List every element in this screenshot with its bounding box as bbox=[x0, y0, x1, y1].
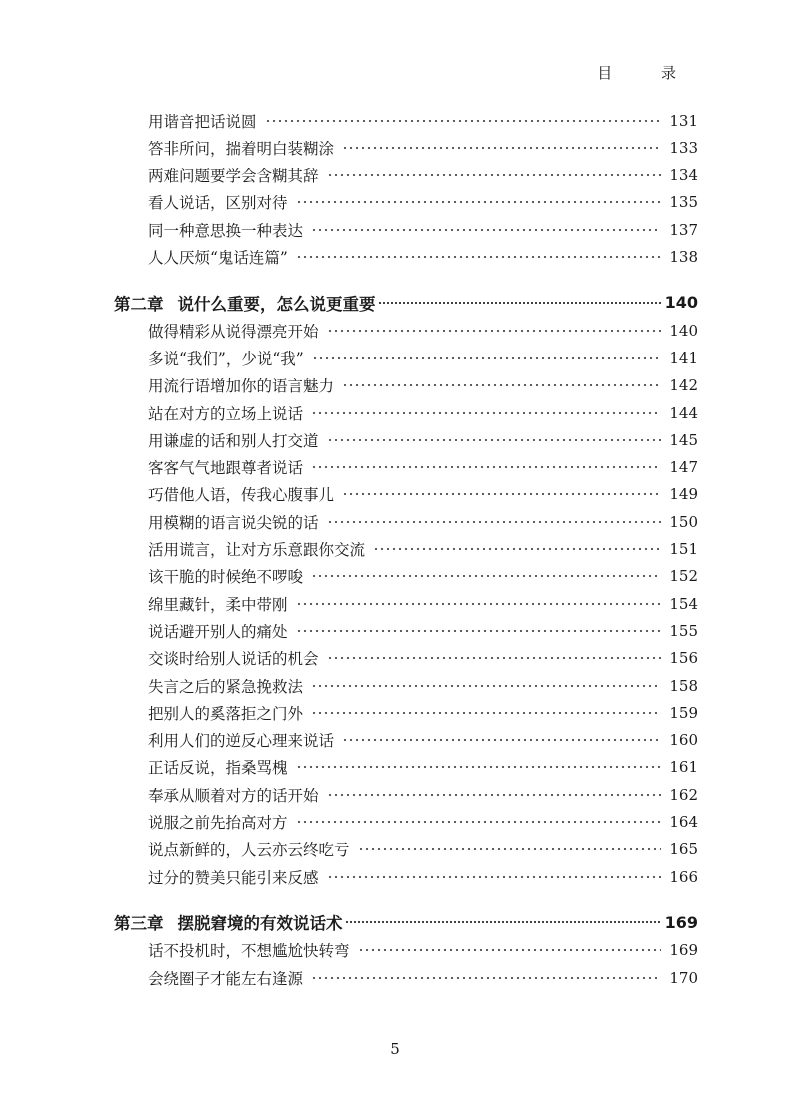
toc-entry-title: 同一种意思换一种表达 bbox=[148, 221, 304, 240]
toc-entry bbox=[148, 454, 698, 481]
toc-entry-page-number: 162 bbox=[669, 785, 698, 804]
toc-entry-page-number: 158 bbox=[669, 676, 698, 695]
toc-entry bbox=[148, 372, 698, 399]
dot-leader bbox=[342, 143, 661, 153]
toc-entry-page-number: 147 bbox=[669, 458, 698, 477]
toc-entry-title: 正话反说，指桑骂槐 bbox=[148, 759, 288, 778]
dot-leader bbox=[296, 252, 662, 262]
chapter-page-number: 140 bbox=[664, 293, 698, 313]
chapter-page-number: 169 bbox=[664, 912, 698, 932]
page-header-title: 目 录 bbox=[597, 64, 698, 82]
dot-leader bbox=[327, 653, 662, 663]
dot-leader bbox=[327, 435, 662, 445]
dot-leader bbox=[342, 489, 661, 499]
toc-entry-title: 用谦虚的话和别人打交道 bbox=[148, 431, 319, 450]
toc-entry bbox=[148, 216, 698, 243]
dot-leader bbox=[342, 380, 661, 390]
toc-entry-page-number: 151 bbox=[669, 540, 698, 558]
dot-leader bbox=[311, 225, 661, 235]
dot-leader bbox=[296, 762, 662, 772]
toc-entry-title: 客客气气地跟尊者说话 bbox=[148, 459, 304, 478]
chapter-title: 说什么重要，怎么说更重要 bbox=[177, 294, 376, 314]
toc-entry-title: 说话避开别人的痛处 bbox=[148, 622, 288, 641]
chapter-number: 第三章 bbox=[114, 914, 164, 934]
toc-entry bbox=[148, 344, 698, 371]
toc-entry-title: 过分的赞美只能引来反感 bbox=[148, 868, 319, 887]
toc-entry-page-number: 135 bbox=[669, 193, 698, 212]
toc-entry-title: 交谈时给别人说话的机会 bbox=[148, 650, 319, 669]
toc-entry-page-number: 142 bbox=[669, 376, 698, 395]
toc-entry-title: 活用谎言，让对方乐意跟你交流 bbox=[148, 541, 366, 559]
dot-leader bbox=[345, 917, 661, 927]
toc-entry-title: 人人厌烦“鬼话连篇” bbox=[148, 249, 288, 267]
toc-entry-title: 看人说话，区别对待 bbox=[148, 194, 288, 213]
toc-entry-page-number: 138 bbox=[669, 248, 698, 266]
toc-entry-page-number: 154 bbox=[669, 594, 698, 613]
toc-entry-page-number: 141 bbox=[669, 348, 698, 367]
toc-entry bbox=[148, 672, 698, 699]
toc-entry-title: 失言之后的紧急挽救法 bbox=[148, 677, 304, 696]
toc-entry-page-number: 140 bbox=[669, 321, 698, 340]
toc-entry-page-number: 134 bbox=[669, 166, 698, 185]
toc-entry-title: 巧借他人语，传我心腹事儿 bbox=[148, 486, 335, 505]
toc-entry-title: 用模糊的语言说尖锐的话 bbox=[148, 513, 319, 532]
toc-entry-page-number: 156 bbox=[669, 649, 698, 668]
toc-entry-page-number: 170 bbox=[669, 968, 698, 987]
dot-leader bbox=[312, 353, 662, 363]
toc-entry bbox=[148, 134, 698, 161]
toc-entry-title: 用流行语增加你的语言魅力 bbox=[148, 377, 335, 396]
toc-entry bbox=[148, 590, 698, 617]
dot-leader bbox=[327, 790, 662, 800]
toc-entry bbox=[148, 107, 698, 134]
toc-entry-title: 说点新鲜的，人云亦云终吃亏 bbox=[148, 841, 350, 860]
toc-entry-page-number: 145 bbox=[669, 430, 698, 449]
toc-entry-title: 做得精彩从说得漂亮开始 bbox=[148, 322, 319, 341]
toc-entry bbox=[148, 536, 698, 563]
dot-leader bbox=[311, 681, 661, 691]
toc-entry-title: 话不投机时，不想尴尬快转弯 bbox=[148, 942, 350, 961]
toc-entry-page-number: 169 bbox=[669, 941, 698, 960]
toc-entry bbox=[148, 508, 698, 535]
dot-leader bbox=[296, 817, 662, 827]
toc-entry bbox=[148, 836, 698, 863]
dot-leader bbox=[265, 116, 662, 126]
toc-entry-page-number: 164 bbox=[669, 813, 698, 831]
toc-entry-title: 答非所问，揣着明白装糊涂 bbox=[148, 139, 335, 158]
dot-leader bbox=[311, 973, 661, 983]
toc-entry bbox=[148, 317, 698, 344]
toc-entry bbox=[148, 399, 698, 426]
dot-leader bbox=[327, 517, 662, 527]
toc-entry bbox=[148, 563, 698, 590]
chapter-number: 第二章 bbox=[114, 294, 164, 314]
toc-entry-title: 把别人的奚落拒之门外 bbox=[148, 704, 304, 723]
toc-entry-title: 说服之前先抬高对方 bbox=[148, 814, 288, 832]
toc-entry-title: 会绕圈子才能左右逢源 bbox=[148, 969, 304, 988]
toc-entry-title: 该干脆的时候绝不啰唆 bbox=[148, 568, 304, 587]
dot-leader bbox=[311, 571, 661, 581]
toc-entry-page-number: 152 bbox=[669, 567, 698, 586]
toc-entry bbox=[148, 162, 698, 189]
toc-entry bbox=[148, 863, 698, 890]
dot-leader bbox=[296, 599, 662, 609]
toc-entry bbox=[148, 189, 698, 216]
dot-leader bbox=[311, 408, 661, 418]
toc-entry-title: 绵里藏针，柔中带刚 bbox=[148, 595, 288, 614]
toc-entry bbox=[148, 426, 698, 453]
dot-leader bbox=[296, 626, 662, 636]
page-number: 5 bbox=[390, 1040, 400, 1058]
toc-entry-page-number: 149 bbox=[669, 485, 698, 504]
dot-leader bbox=[358, 844, 662, 854]
toc-entry-title: 多说“我们”，少说“我” bbox=[148, 349, 304, 368]
dot-leader bbox=[327, 326, 662, 336]
toc-entry-title: 两难问题要学会含糊其辞 bbox=[148, 167, 319, 186]
chapter-title: 摆脱窘境的有效说话术 bbox=[177, 914, 343, 934]
toc-entry bbox=[148, 809, 698, 836]
toc-entry-title: 用谐音把话说圆 bbox=[148, 112, 257, 131]
toc-entry-page-number: 166 bbox=[669, 867, 698, 886]
toc-entry-page-number: 161 bbox=[669, 758, 698, 777]
toc-entry-page-number: 133 bbox=[669, 138, 698, 157]
toc-entry-page-number: 165 bbox=[669, 840, 698, 859]
dot-leader bbox=[327, 170, 662, 180]
toc-entry bbox=[148, 645, 698, 672]
toc-entry-page-number: 137 bbox=[669, 220, 698, 239]
toc-entry bbox=[148, 964, 698, 991]
toc-entry bbox=[148, 937, 698, 964]
dot-leader bbox=[311, 708, 661, 718]
toc-entry-page-number: 160 bbox=[669, 731, 698, 750]
dot-leader bbox=[358, 945, 662, 955]
dot-leader bbox=[311, 462, 661, 472]
toc-entry bbox=[148, 481, 698, 508]
dot-leader bbox=[342, 735, 661, 745]
toc-entry-page-number: 150 bbox=[669, 512, 698, 531]
toc-entry-page-number: 144 bbox=[669, 403, 698, 422]
dot-leader bbox=[373, 544, 661, 554]
toc-entry-page-number: 155 bbox=[669, 621, 698, 640]
dot-leader bbox=[327, 872, 662, 882]
toc-entry-title: 站在对方的立场上说话 bbox=[148, 404, 304, 423]
toc-entry bbox=[148, 754, 698, 781]
toc-entry-title: 奉承从顺着对方的话开始 bbox=[148, 786, 319, 805]
toc-entry-page-number: 159 bbox=[669, 703, 698, 722]
toc-chapter-heading bbox=[114, 908, 698, 936]
toc-entry bbox=[148, 617, 698, 644]
toc-entry-page-number: 131 bbox=[669, 111, 698, 130]
toc-chapter-heading bbox=[114, 289, 698, 317]
toc-entry bbox=[148, 727, 698, 754]
dot-leader bbox=[296, 197, 662, 207]
toc-entry bbox=[148, 699, 698, 726]
toc-entry-title: 利用人们的逆反心理来说话 bbox=[148, 732, 335, 751]
toc-entry bbox=[148, 781, 698, 808]
dot-leader bbox=[378, 298, 661, 308]
toc-entry bbox=[148, 244, 698, 271]
